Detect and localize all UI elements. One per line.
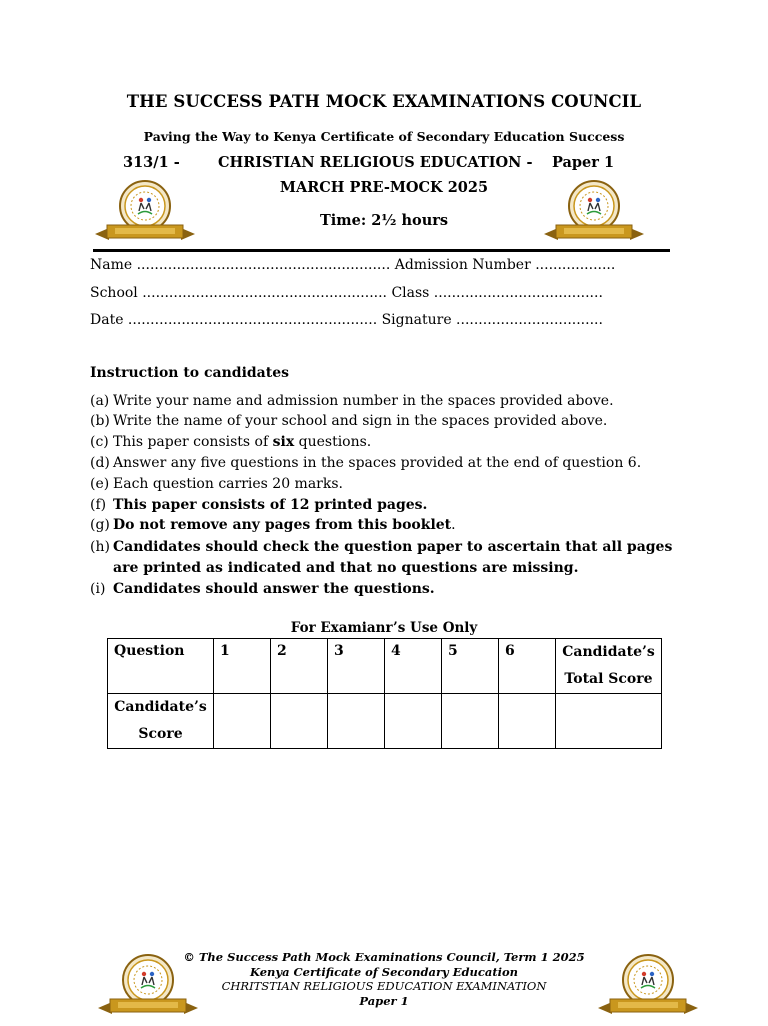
instruction-text: Each question carries 20 marks. xyxy=(113,476,343,492)
question-number-cell: 3 xyxy=(328,639,385,694)
score-header-cell xyxy=(108,694,214,749)
question-number-cell: 6 xyxy=(499,639,556,694)
question-number-cell: 5 xyxy=(442,639,499,694)
instruction-item xyxy=(90,497,427,513)
question-number-cell: 2 xyxy=(271,639,328,694)
instruction-text-post: questions. xyxy=(294,434,372,450)
instruction-label: (i) xyxy=(90,581,106,597)
council-title: THE SUCCESS PATH MOCK EXAMINATIONS COUNCIL xyxy=(126,92,642,111)
page-footer xyxy=(0,950,768,1008)
instruction-label: (e) xyxy=(90,476,110,492)
exam-time: Time: 2½ hours xyxy=(319,212,449,229)
score-entry-cell[interactable] xyxy=(328,694,385,749)
instruction-item xyxy=(90,581,435,597)
subject-title: CHRISTIAN RELIGIOUS EDUCATION - xyxy=(218,154,533,171)
score-entry-cell[interactable] xyxy=(271,694,328,749)
instructions-heading: Instruction to candidates xyxy=(90,365,290,381)
total-score-header-cell xyxy=(556,639,662,694)
instruction-text-continued: are printed as indicated and that no questions are missing. xyxy=(113,560,579,576)
instruction-text: Candidates should check the question paper to ascertain that all pages xyxy=(113,539,673,555)
council-seal-icon xyxy=(542,178,646,248)
question-row xyxy=(108,639,662,694)
instruction-label: (h) xyxy=(90,539,110,555)
instruction-emphasis: Do not remove any pages from this booklet xyxy=(113,517,452,533)
paper-code: 313/1 - xyxy=(123,154,180,171)
score-table-caption: For Examianr’s Use Only xyxy=(290,620,478,636)
instruction-label: (b) xyxy=(90,413,110,429)
instruction-item xyxy=(90,413,607,429)
footer-copyright: © The Success Path Mock Examinations Council, Term 1 2025 xyxy=(183,950,585,964)
instruction-label: (g) xyxy=(90,517,110,533)
instruction-text: This paper consists of 12 printed pages. xyxy=(113,497,428,513)
instruction-text: Candidates should answer the questions. xyxy=(113,581,435,597)
instruction-label: (d) xyxy=(90,455,110,471)
instruction-item xyxy=(90,476,343,492)
school-class-field[interactable]: School ....................................................... Class ...................................... xyxy=(90,285,603,301)
instruction-item xyxy=(90,455,641,471)
score-entry-cell[interactable] xyxy=(499,694,556,749)
header-divider xyxy=(93,249,670,252)
instruction-text: Write the name of your school and sign in the spaces provided above. xyxy=(113,413,608,429)
total-score-label-2: Total Score xyxy=(564,671,653,687)
instruction-label: (a) xyxy=(90,393,110,409)
score-entry-cell[interactable] xyxy=(214,694,271,749)
left-header-logo xyxy=(93,178,197,248)
question-number-cell: 1 xyxy=(214,639,271,694)
score-label-2: Score xyxy=(138,726,183,742)
instruction-label: (f) xyxy=(90,497,107,513)
council-tagline: Paving the Way to Kenya Certificate of Secondary Education Success xyxy=(143,129,625,144)
instruction-text-pre: This paper consists of xyxy=(113,434,273,450)
name-admission-field[interactable]: Name ......................................................... Admission Number .................. xyxy=(90,257,616,273)
instruction-label: (c) xyxy=(90,434,109,450)
date-signature-field[interactable]: Date ........................................................ Signature ................................. xyxy=(90,312,603,328)
score-row xyxy=(108,694,662,749)
score-entry-cell[interactable] xyxy=(442,694,499,749)
right-header-logo xyxy=(542,178,646,248)
footer-line-4: Paper 1 xyxy=(359,993,409,1008)
instruction-item xyxy=(90,539,672,576)
instruction-item xyxy=(90,517,456,533)
footer-line-2: Kenya Certificate of Secondary Education xyxy=(249,964,519,979)
instruction-text: Answer any five questions in the spaces provided at the end of question 6. xyxy=(113,455,642,471)
instruction-text-post: . xyxy=(451,517,456,533)
council-seal-icon xyxy=(93,178,197,248)
total-score-label-1: Candidate’s xyxy=(562,644,655,660)
score-label-1: Candidate’s xyxy=(114,699,207,715)
instruction-text xyxy=(113,434,371,450)
instruction-item xyxy=(90,434,371,450)
paper-number: Paper 1 xyxy=(552,154,615,171)
question-number-cell: 4 xyxy=(385,639,442,694)
question-header-cell: Question xyxy=(108,639,214,694)
instruction-text: Write your name and admission number in the spaces provided above. xyxy=(113,393,614,409)
instruction-item xyxy=(90,393,614,409)
score-table xyxy=(107,638,662,749)
instruction-emphasis: six xyxy=(272,434,295,450)
exam-session: MARCH PRE-MOCK 2025 xyxy=(279,179,489,196)
score-entry-cell[interactable] xyxy=(385,694,442,749)
footer-line-3: CHRITSTIAN RELIGIOUS EDUCATION EXAMINATION xyxy=(221,979,547,993)
total-score-entry-cell[interactable] xyxy=(556,694,662,749)
